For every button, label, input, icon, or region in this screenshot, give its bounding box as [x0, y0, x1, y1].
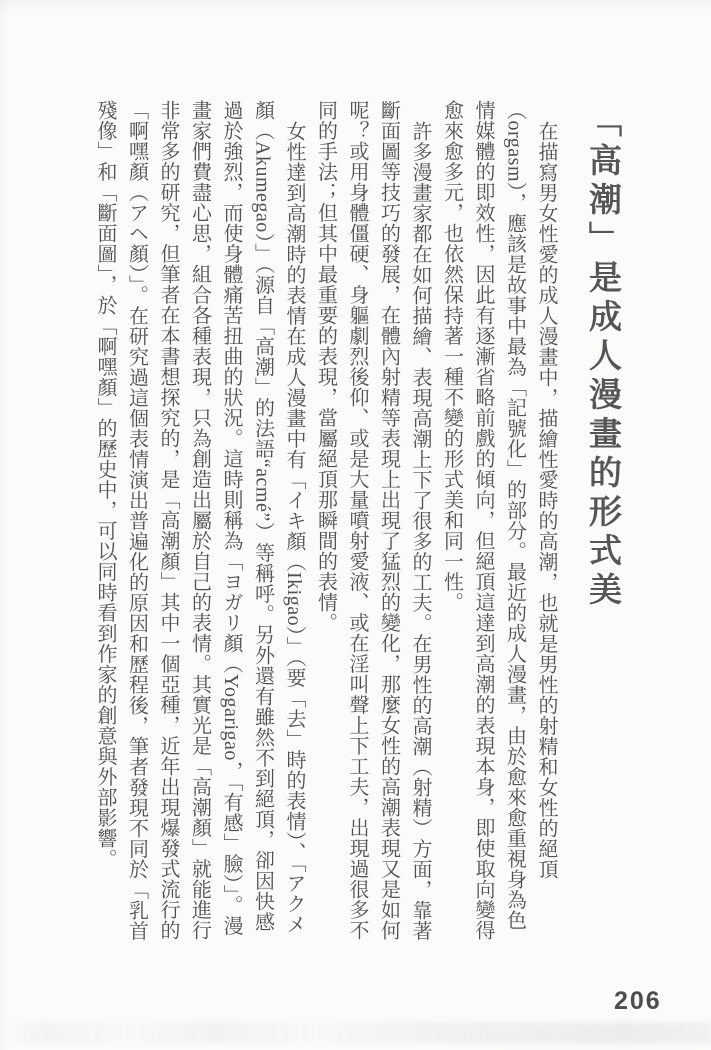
body-text: [89, 100, 562, 945]
scan-artifact-bottom: [0, 1022, 711, 1044]
page-number: 206: [614, 987, 662, 1015]
paragraph-1: 在描寫男女性愛的成人漫畫中，描繪性愛時的高潮，也就是男性的射精和女性的絕頂（orgasm），應該是故事中最為「記號化」的部分。最近的成人漫畫，由於愈來愈重視身為色情媒體的即效性，因此有逐漸省略前戲的傾向，但絕頂這達到高潮的表現本身，即使取向變得愈來愈多元，也依然保持著一種不變的形式美和同一性。: [440, 100, 557, 941]
scan-artifact-top: [0, 0, 711, 14]
scan-artifact-left: [0, 0, 8, 1050]
paragraph-2: 許多漫畫家都在如何描繪、表現高潮上下了很多的工夫。在男性的高潮（射精）方面，靠著斷面圖等技巧的發展，在體內射精等表現上出現了猛烈的變化，那麼女性的高潮表現又是如何呢？或用身體僵硬、身軀劇烈後仰、或是大量噴射愛液、或在淫叫聲上下工夫，出現過很多不同的手法；但其中最重要的表現，當屬絕頂那瞬間的表情。: [314, 100, 431, 941]
chapter-title: 「高潮」是成人漫畫的形式美: [585, 104, 622, 611]
paragraph-3: 女性達到高潮時的表情在成人漫畫中有「イキ顏（Ikigao）」（要「去」時的表情）、「アクメ顏（Akumegao）」（源自「高潮」的法語“acmé”）等稱呼。另外還有雖然不到絕頂，卻因快感過於強烈，而使身體痛苦扭曲的狀況。這時則稱為「ヨガリ顏（Yogarigao，「有感」臉）」。漫畫家們費盡心思，組合各種表現，只為創造出屬於自己的表情。其實光是「高潮顏」就能進行非常多的研究，但筆者在本書想探究的，是「高潮顏」其中一個亞種，近年出現爆發式流行的「啊嘿顏（アヘ顏）」。在研究過這個表情演出普遍化的原因和歷程後，筆者發現不同於「乳首殘像」和「斷面圖」，於「啊嘿顏」的歷史中，可以同時看到作家的創意與外部影響。: [94, 100, 305, 941]
